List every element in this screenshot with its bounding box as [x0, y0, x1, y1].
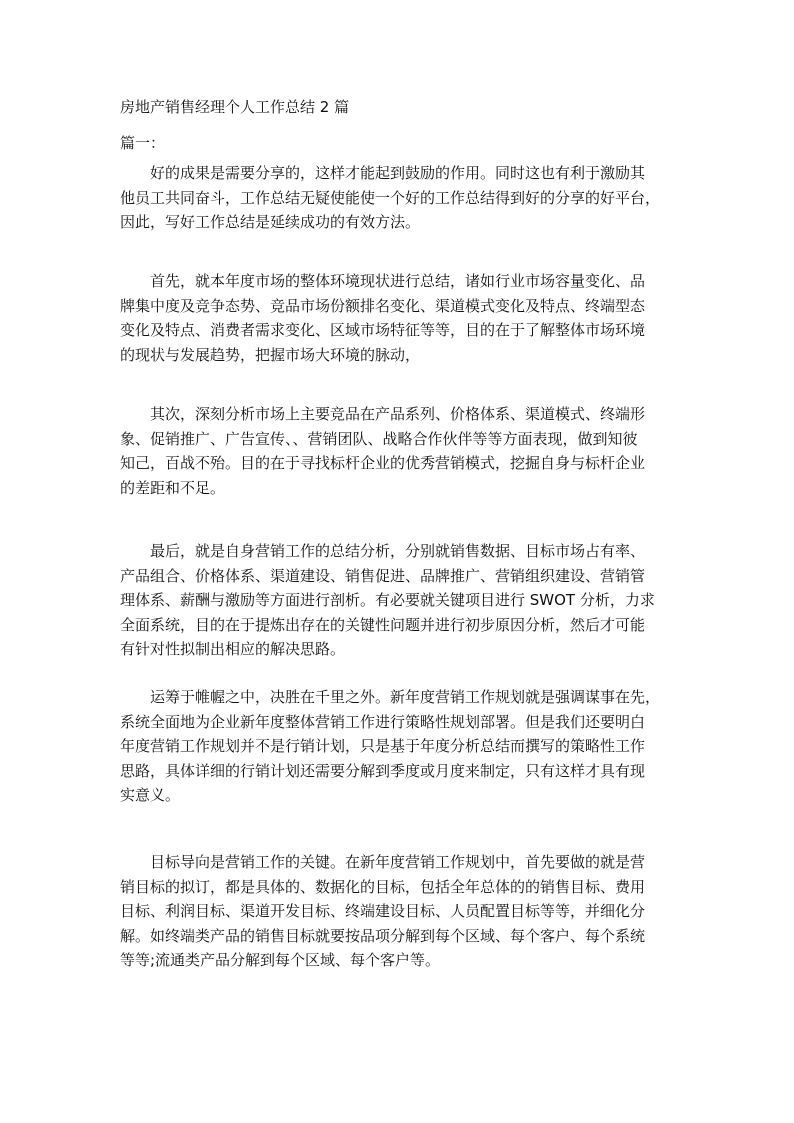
paragraph-line: 因此，写好工作总结是延续成功的有效方法。: [120, 213, 421, 231]
paragraph-line: 的现状与发展趋势，把握市场大环境的脉动，: [120, 345, 421, 364]
paragraph-line: 目标、利润目标、渠道开发目标、终端建设目标、人员配置目标等等，并细化分: [120, 902, 646, 920]
paragraph-line: 全面系统，目的在于提炼出存在的关键性问题并进行初步原因分析，然后才可能: [120, 615, 646, 634]
paragraph-1: [120, 161, 680, 235]
section-label: 篇一：: [120, 134, 166, 152]
paragraph-line: 系统全面地为企业新年度整体营销工作进行策略性规划部署。但是我们还要明白: [120, 712, 646, 731]
paragraph-line: 其次，深刻分析市场上主要竞品在产品系列、价格体系、渠道模式、终端形: [150, 405, 646, 423]
paragraph-line: 等等;流通类产品分解到每个区域、每个客户等。: [120, 951, 441, 969]
paragraph-line: 实意义。: [120, 786, 181, 804]
paragraph-5: [120, 685, 680, 808]
paragraph-line: 牌集中度及竞争态势、竞品市场份额排名变化、渠道模式变化及特点、终端型态: [120, 296, 646, 315]
document-title: 房地产销售经理个人工作总结 2 篇: [120, 98, 350, 116]
paragraph-line: 目标导向是营销工作的关键。在新年度营销工作规划中，首先要做的就是营: [150, 853, 646, 871]
paragraph-line: 的差距和不足。: [120, 478, 226, 497]
paragraph-3: [120, 402, 680, 500]
paragraph-line: 变化及特点、消费者需求变化、区域市场特征等等，目的在于了解整体市场环境: [120, 321, 646, 339]
paragraph-line: 首先，就本年度市场的整体环境现状进行总结，诸如行业市场容量变化、品: [150, 272, 646, 290]
paragraph-line: 象、促销推广、广告宣传、、营销团队、战略合作伙伴等等方面表现，做到知彼: [120, 429, 638, 448]
paragraph-2: [120, 269, 680, 367]
paragraph-line: 思路，具体详细的行销计划还需要分解到季度或月度来制定，只有这样才具有现: [120, 761, 646, 780]
paragraph-4: [120, 539, 680, 662]
paragraph-line: 年度营销工作规划并不是行销计划，只是基于年度分析总结而撰写的策略性工作: [120, 737, 646, 755]
paragraph-line: 销目标的拟订，都是具体的、数据化的目标，包括全年总体的的销售目标、费用: [120, 877, 646, 896]
paragraph-line: 好的成果是需要分享的，这样才能起到鼓励的作用。同时这也有利于激励其: [150, 164, 646, 182]
paragraph-line: 产品组合、价格体系、渠道建设、销售促进、品牌推广、营销组织建设、营销管: [120, 566, 646, 585]
paragraph-line: 最后，就是自身营销工作的总结分析，分别就销售数据、目标市场占有率、: [150, 542, 646, 560]
paragraph-line: 运筹于帷幄之中，决胜在千里之外。新年度营销工作规划就是强调谋事在先，: [150, 688, 661, 706]
paragraph-line: 他员工共同奋斗，工作总结无疑使能使一个好的工作总结得到好的分享的好平台，: [120, 188, 661, 207]
paragraph-line: 知己，百战不殆。目的在于寻找标杆企业的优秀营销模式，挖掘自身与标杆企业: [120, 454, 646, 472]
paragraph-6: [120, 850, 680, 973]
paragraph-line: 解。如终端类产品的销售目标就要按品项分解到每个区域、每个客户、每个系统: [120, 926, 646, 945]
paragraph-line: 理体系、薪酬与激励等方面进行剖析。有必要就关键项目进行 SWOT 分析，力求: [120, 591, 655, 609]
paragraph-line: 有针对性拟制出相应的解决思路。: [120, 640, 346, 658]
